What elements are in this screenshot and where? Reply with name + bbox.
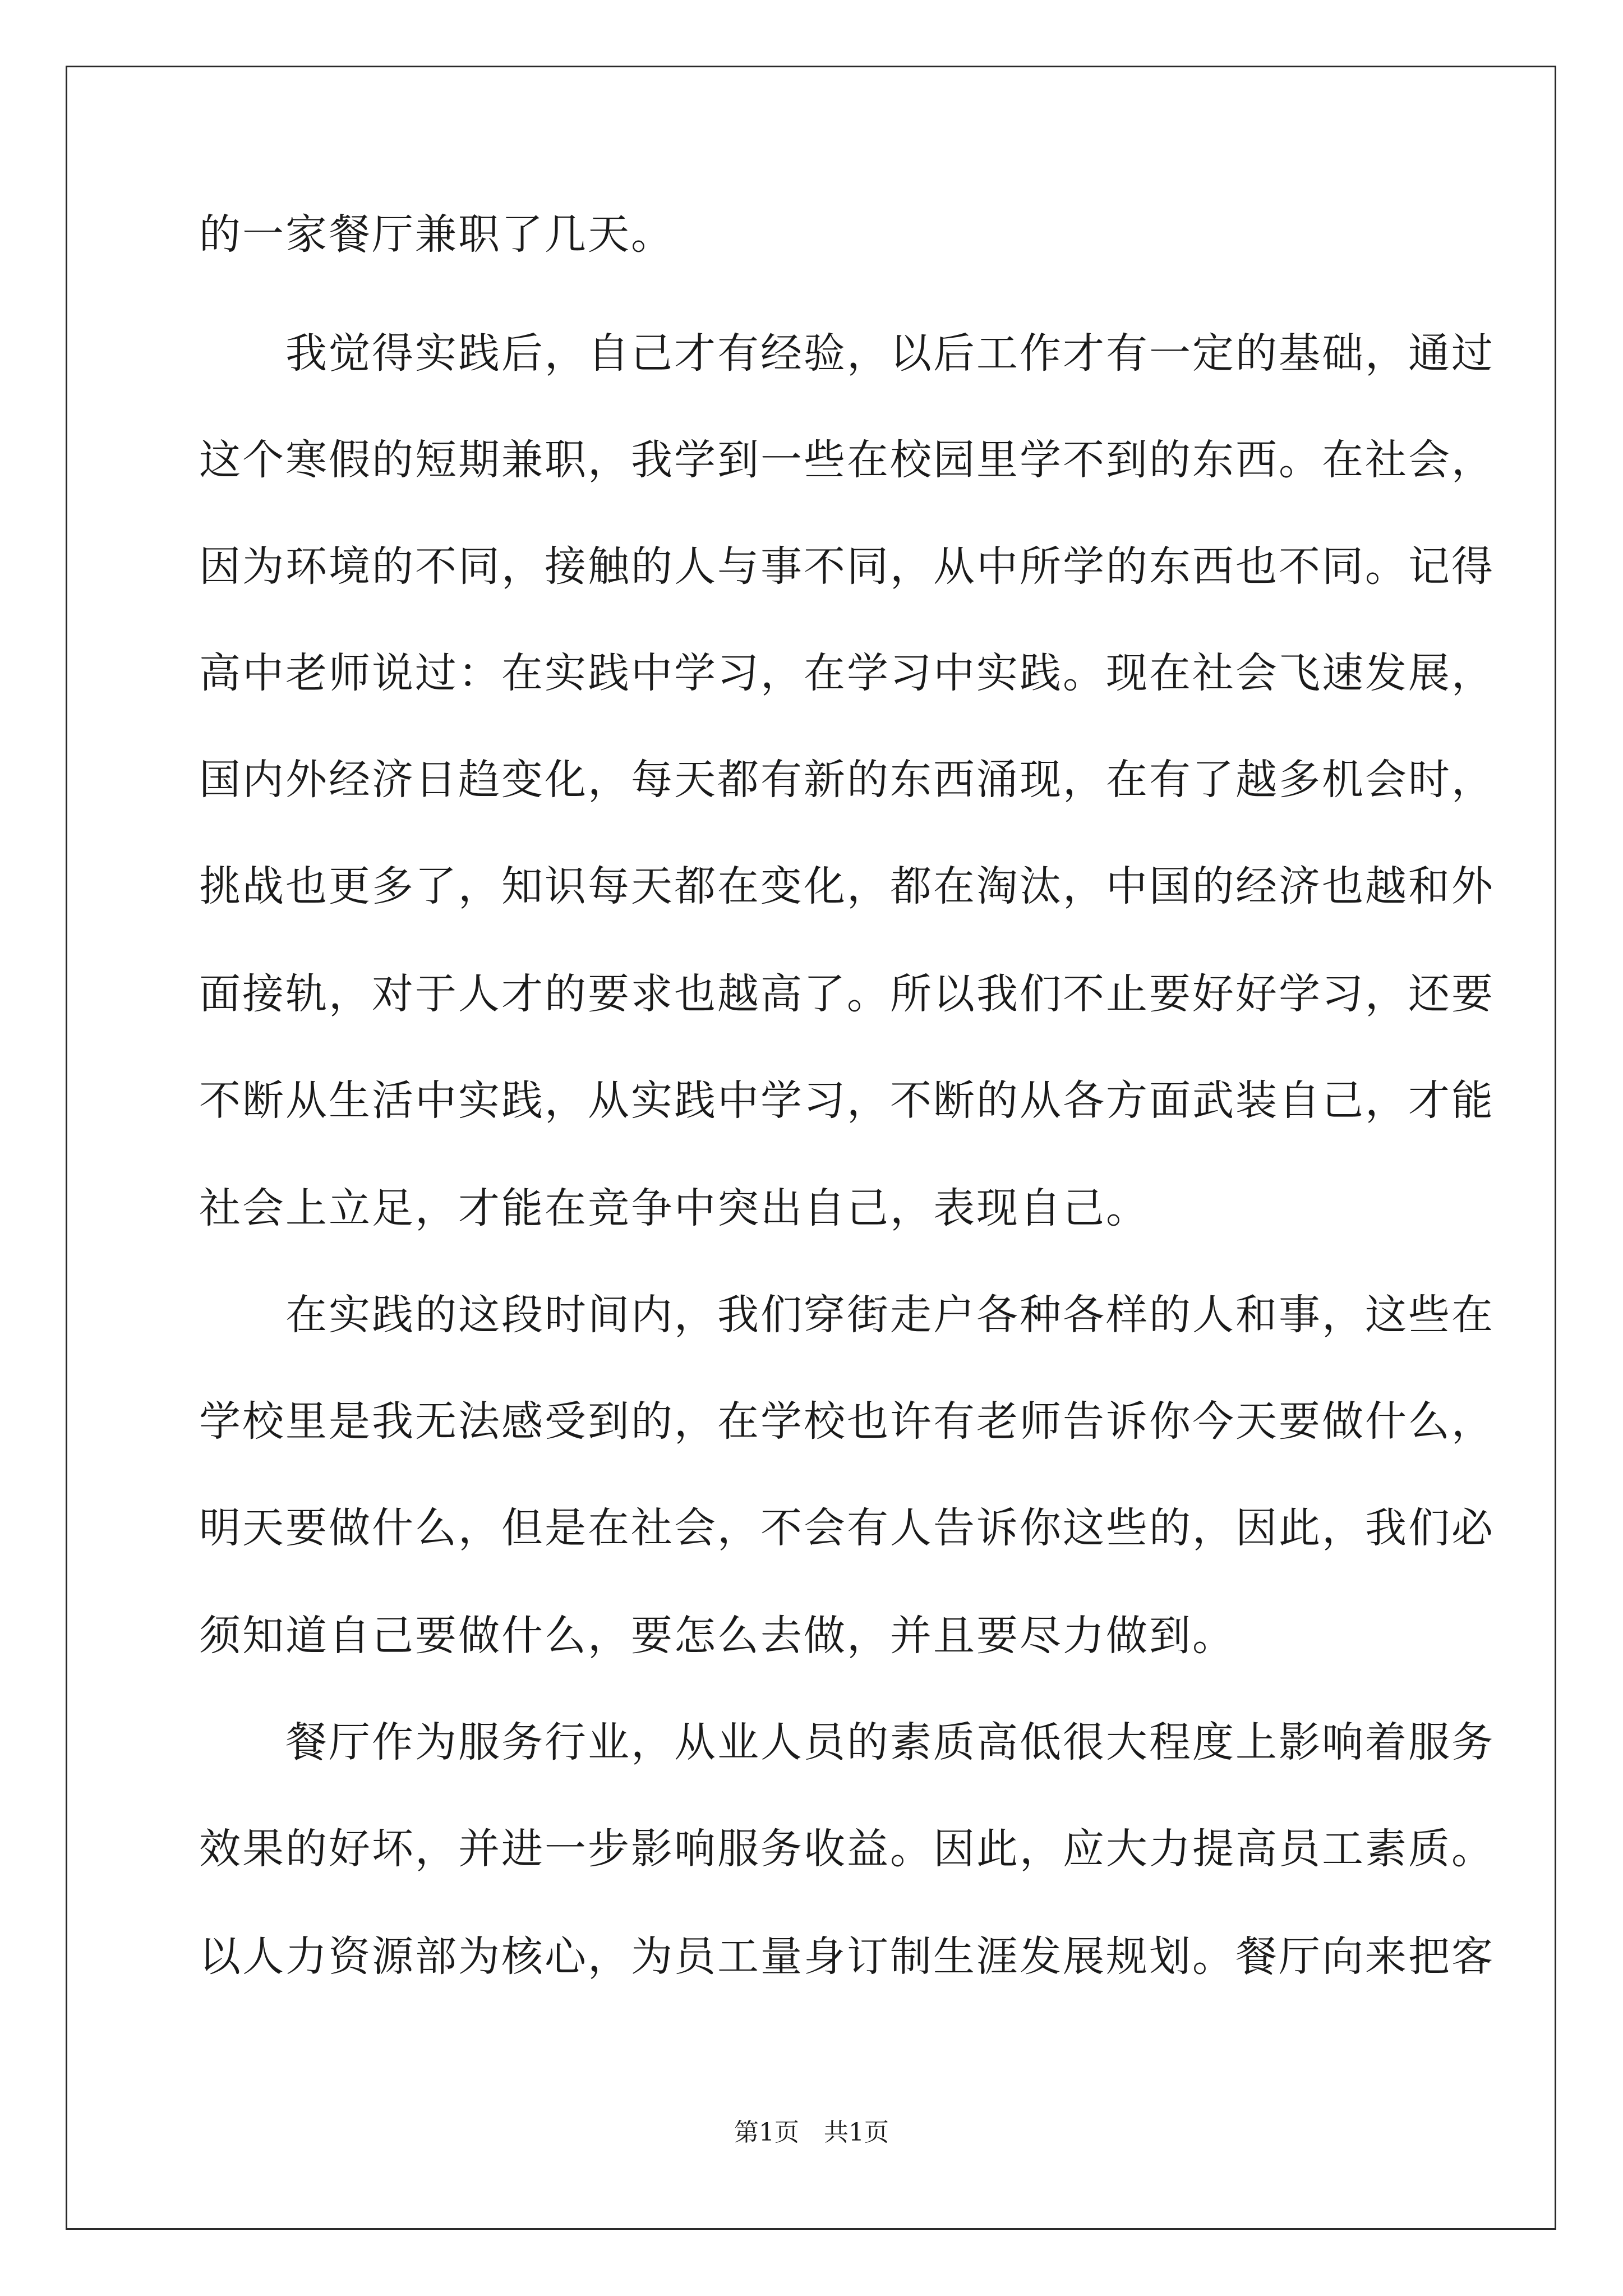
text-line: 这个寒假的短期兼职，我学到一些在校园里学不到的东西。在社会， xyxy=(199,436,1495,484)
text-line: 国内外经济日趋变化，每天都有新的东西涌现，在有了越多机会时， xyxy=(199,756,1495,804)
text-line: 挑战也更多了，知识每天都在变化，都在淘汰，中国的经济也越和外 xyxy=(199,862,1495,910)
text-line: 面接轨，对于人才的要求也越高了。所以我们不止要好好学习，还要 xyxy=(199,970,1495,1018)
text-line: 效果的好坏，并进一步影响服务收益。因此，应大力提高员工素质。 xyxy=(199,1825,1495,1873)
text-line: 社会上立足，才能在竞争中突出自己，表现自己。 xyxy=(199,1184,1149,1232)
text-line: 不断从生活中实践，从实践中学习，不断的从各方面武装自己，才能 xyxy=(199,1076,1495,1125)
text-line: 须知道自己要做什么，要怎么去做，并且要尽力做到。 xyxy=(199,1612,1235,1660)
page-number-footer: 第1页 共1页 xyxy=(734,2118,889,2147)
text-line: 明天要做什么，但是在社会，不会有人告诉你这些的，因此，我们必 xyxy=(199,1504,1495,1552)
text-line: 以人力资源部为核心，为员工量身订制生涯发展规划。餐厅向来把客 xyxy=(199,1932,1495,1981)
text-line: 我觉得实践后，自己才有经验，以后工作才有一定的基础，通过 xyxy=(199,329,1495,378)
text-line: 餐厅作为服务行业，从业人员的素质高低很大程度上影响着服务 xyxy=(199,1718,1495,1766)
text-line: 高中老师说过：在实践中学习，在学习中实践。现在社会飞速发展， xyxy=(199,649,1495,697)
text-line: 学校里是我无法感受到的，在学校也许有老师告诉你今天要做什么， xyxy=(199,1397,1495,1446)
text-line: 的一家餐厅兼职了几天。 xyxy=(199,210,674,259)
page-border xyxy=(66,66,1556,2230)
text-line: 在实践的这段时间内，我们穿街走户各种各样的人和事，这些在 xyxy=(199,1291,1495,1339)
text-line: 因为环境的不同，接触的人与事不同，从中所学的东西也不同。记得 xyxy=(199,542,1495,591)
